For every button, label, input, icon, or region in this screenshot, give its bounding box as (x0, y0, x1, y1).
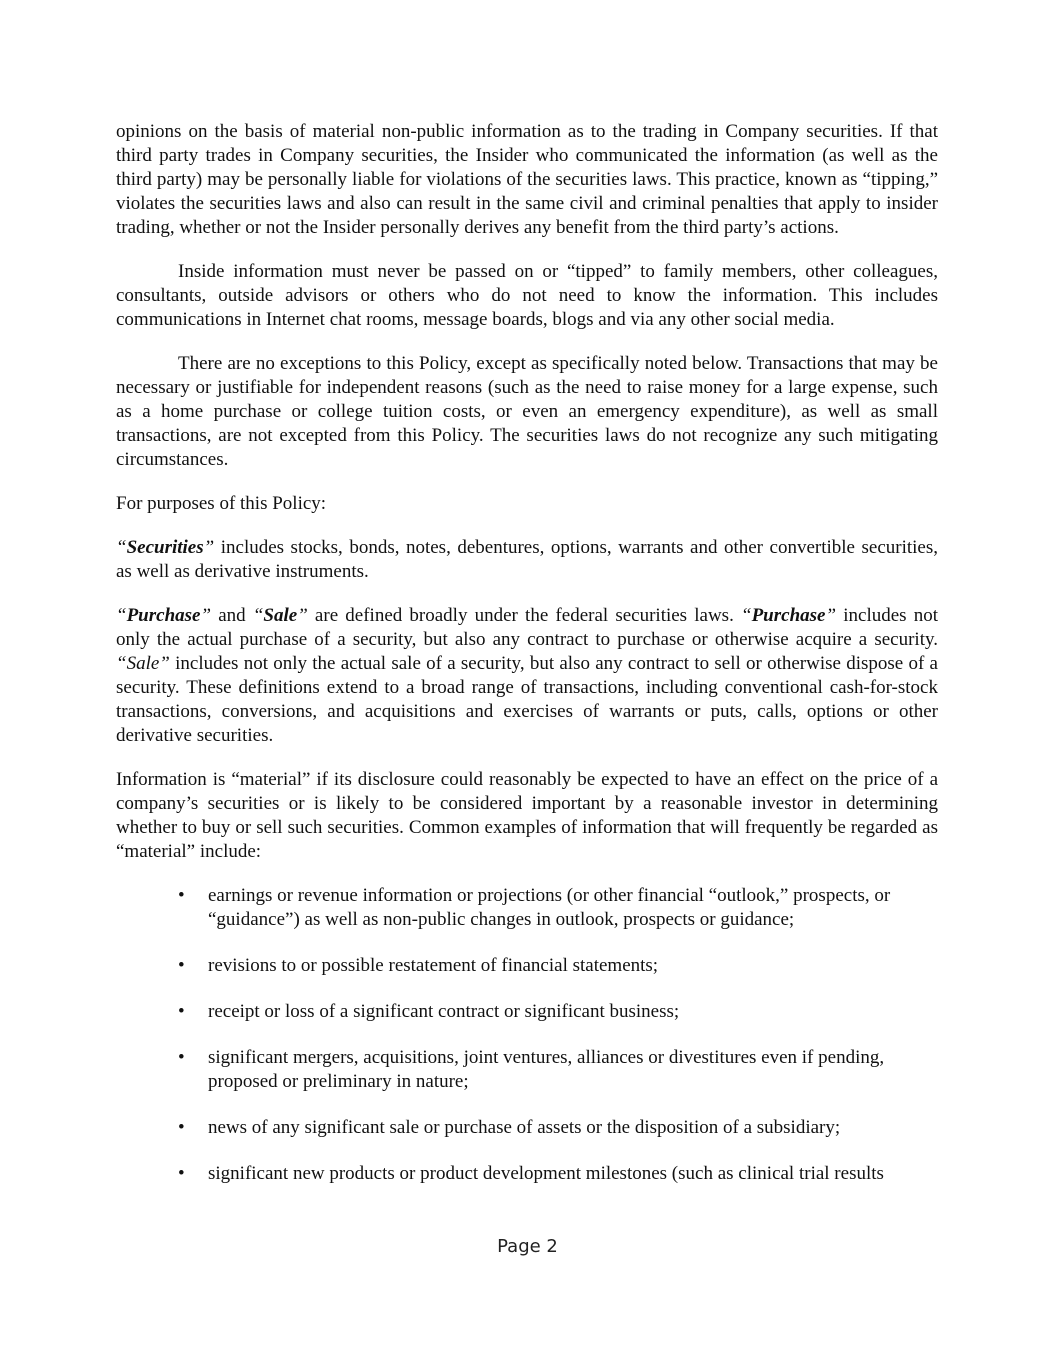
list-item (116, 1046, 938, 1094)
term-sale-italic: “Sale” (116, 653, 170, 674)
term-securities-word: Securities (126, 537, 204, 558)
term-purchase-second: “Purchase” (741, 605, 837, 626)
list-item (116, 1162, 938, 1186)
bullet-icon: • (178, 1163, 185, 1184)
term-sale: “Sale” (252, 605, 308, 626)
list-item-text: receipt or loss of a significant contract or significant business; (208, 1001, 680, 1022)
list-item (116, 884, 938, 932)
term-purchase-second-word: Purchase (751, 605, 826, 626)
document-page (116, 120, 938, 1208)
page-number: Page 2 (497, 1236, 558, 1257)
term-purchase: “Purchase” (116, 605, 212, 626)
term-sale-word: Sale (263, 605, 298, 626)
term-purchase-word: Purchase (126, 605, 201, 626)
term-open-quote: “ (116, 537, 127, 558)
paragraph-tipping: opinions on the basis of material non-public information as to the trading in Company securities. If that third party trades in Company securities, the Insider who communicated the information (as well as the third party) may be personally liable for violations of the securities laws. This practice, known as “tipping,” violates the securities laws and also can result in the same civil and criminal penalties that apply to insider trading, whether or not the Insider personally derives any benefit from the third party’s actions. (116, 121, 938, 238)
list-item-text: significant mergers, acquisitions, joint ventures, alliances or divestitures even if pending, proposed or preliminary in nature; (208, 1047, 885, 1092)
bullet-icon: • (178, 1047, 185, 1068)
term-securities (116, 537, 214, 558)
paragraph-purchase-sale-definition (116, 604, 938, 748)
term-close-quote: ” (203, 537, 215, 558)
list-item-text: news of any significant sale or purchase of assets or the disposition of a subsidiary; (208, 1117, 841, 1138)
paragraph-no-exceptions: There are no exceptions to this Policy, except as specifically noted below. Transactions that may be necessary or justifiable for independent reasons (such as the need to raise money for a large expense, such as a home purchase or college tuition costs, or even an emergency expenditure), as well as small transactions, are not excepted from this Policy. The securities laws do not recognize any such mitigating circumstances. (116, 353, 938, 470)
list-item-text: revisions to or possible restatement of financial statements; (208, 955, 659, 976)
definition-text-3: includes not only the actual sale of a security, but also any contract to sell or otherwise dispose of a security. These definitions extend to a broad range of transactions, including conventional cash-for-stock transactions, conversions, and acquisitions and exercises of warrants or puts, calls, options or other derivative securities. (116, 653, 938, 746)
material-examples-list (116, 884, 938, 1186)
bullet-icon: • (178, 1117, 185, 1138)
bullet-icon: • (178, 1001, 185, 1022)
list-item-text: earnings or revenue information or projections (or other financial “outlook,” prospects, or “guidance”) as well as non-public changes in outlook, prospects or guidance; (208, 885, 891, 930)
list-item (116, 1116, 938, 1140)
paragraph-inside-information: Inside information must never be passed on or “tipped” to family members, other colleagues, consultants, outside advisors or others who do not need to know the information. This includes communications in Internet chat rooms, message boards, blogs and via any other social media. (116, 261, 938, 330)
securities-definition-text: includes stocks, bonds, notes, debentures, options, warrants and other convertible securities, as well as derivative instruments. (116, 537, 938, 582)
paragraph-material-information: Information is “material” if its disclosure could reasonably be expected to have an effect on the price of a company’s securities or is likely to be considered important by a reasonable investor in determining whether to buy or sell such securities. Common examples of information that will frequently be regarded as “material” include: (116, 769, 938, 862)
paragraph-securities-definition (116, 536, 938, 584)
conjunction-and: and (211, 605, 253, 626)
paragraph-for-purposes: For purposes of this Policy: (116, 493, 327, 514)
list-item (116, 1000, 938, 1024)
bullet-icon: • (178, 885, 185, 906)
bullet-icon: • (178, 955, 185, 976)
list-item-text: significant new products or product development milestones (such as clinical trial results (208, 1163, 884, 1184)
definition-text-2: includes not only the actual purchase of a security, but also any contract to purchase or otherwise acquire a security. (116, 605, 938, 650)
definition-text-1: are defined broadly under the federal securities laws. (307, 605, 741, 626)
list-item (116, 954, 938, 978)
